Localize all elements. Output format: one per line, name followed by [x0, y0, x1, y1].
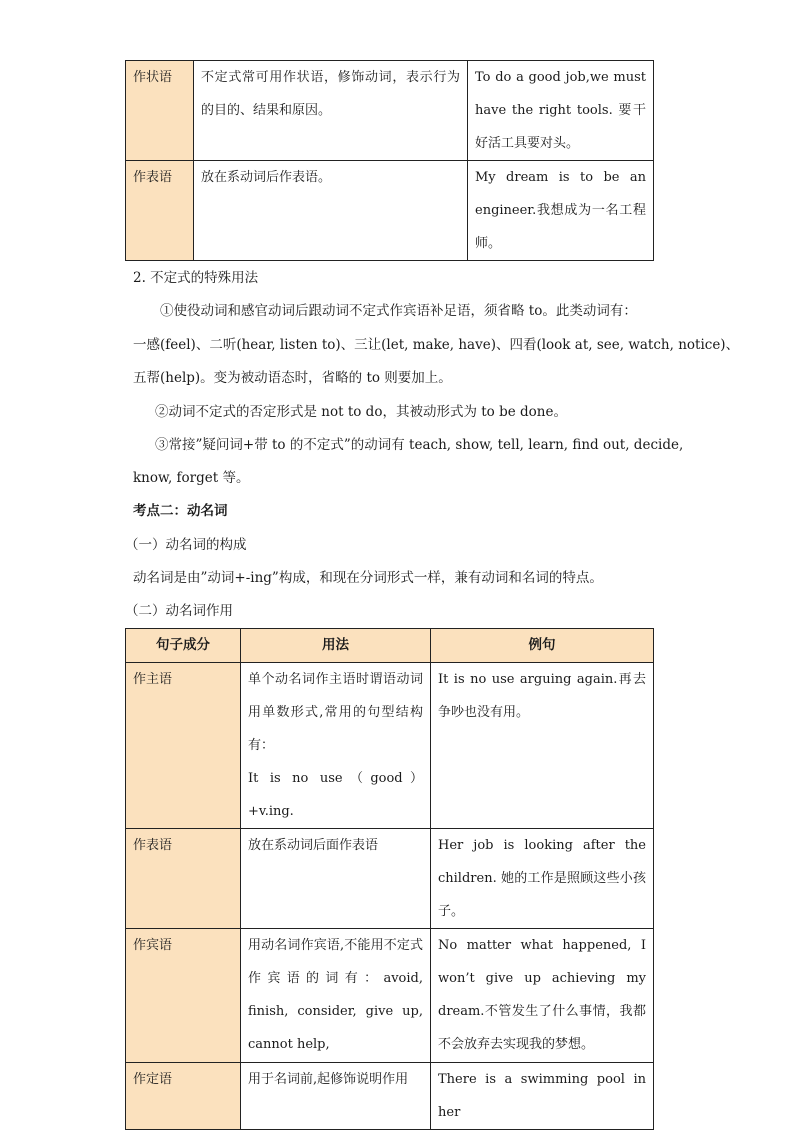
role-cell: 作宾语: [126, 929, 241, 1063]
role-cell: 作表语: [126, 161, 194, 261]
subsection-heading: （二）动名词作用: [125, 603, 233, 619]
table-row: [126, 61, 654, 161]
usage-cell: 用于名词前,起修饰说明作用: [241, 1063, 431, 1130]
paragraph-line: know, forget 等。: [133, 470, 250, 486]
usage-cell: 不定式常可用作状语，修饰动词，表示行为的目的、结果和原因。: [194, 61, 468, 161]
table-row: [126, 829, 654, 929]
role-cell: 作定语: [126, 1063, 241, 1130]
table-row: [126, 1063, 654, 1130]
role-cell: 作状语: [126, 61, 194, 161]
subsection-heading: （一）动名词的构成: [125, 537, 247, 553]
usage-cell: 用动名词作宾语,不能用不定式作宾语的词有：avoid, finish, consider, give up, cannot help,: [241, 929, 431, 1063]
example-cell: There is a swimming pool in her: [431, 1063, 654, 1130]
example-cell: To do a good job,we must have the right tools. 要干好活工具要对头。: [468, 61, 654, 161]
paragraph-line: ③常接”疑问词+带 to 的不定式”的动词有 teach, show, tell, learn, find out, decide,: [155, 437, 684, 453]
column-header: 句子成分: [126, 629, 241, 663]
paragraph-line: 五帮(help)。变为被动语态时，省略的 to 则要加上。: [133, 370, 452, 386]
gerund-usage-table: [125, 628, 654, 1130]
paragraph-line: 动名词是由”动词+-ing”构成，和现在分词形式一样，兼有动词和名词的特点。: [133, 570, 603, 586]
role-cell: 作表语: [126, 829, 241, 929]
section-heading: 2. 不定式的特殊用法: [133, 270, 259, 286]
example-cell: It is no use arguing again.再去争吵也没有用。: [431, 663, 654, 829]
usage-cell: [241, 663, 431, 829]
example-cell: My dream is to be an engineer.我想成为一名工程师。: [468, 161, 654, 261]
role-cell: 作主语: [126, 663, 241, 829]
table-row: [126, 929, 654, 1063]
infinitive-usage-table: [125, 60, 654, 261]
example-cell: Her job is looking after the children. 她的工作是照顾这些小孩子。: [431, 829, 654, 929]
paragraph-line: 一感(feel)、二听(hear, listen to)、三让(let, make, have)、四看(look at, see, watch, notice)、: [133, 337, 740, 353]
column-header: 用法: [241, 629, 431, 663]
column-header: 例句: [431, 629, 654, 663]
usage-pattern: It is no use（good）+v.ing.: [248, 771, 423, 819]
example-cell: No matter what happened, I won’t give up achieving my dream.不管发生了什么事情，我都不会放弃去实现我的梦想。: [431, 929, 654, 1063]
table-row: [126, 663, 654, 829]
paragraph-line: ②动词不定式的否定形式是 not to do，其被动形式为 to be done。: [155, 404, 567, 420]
usage-cell: 放在系动词后面作表语: [241, 829, 431, 929]
section-title: 考点二：动名词: [133, 503, 228, 519]
paragraph-line: ①使役动词和感官动词后跟动词不定式作宾语补足语，须省略 to。此类动词有：: [160, 303, 637, 319]
usage-text: 单个动名词作主语时谓语动词用单数形式,常用的句型结构有：: [248, 672, 423, 753]
usage-cell: 放在系动词后作表语。: [194, 161, 468, 261]
table-header-row: [126, 629, 654, 663]
table-row: [126, 161, 654, 261]
